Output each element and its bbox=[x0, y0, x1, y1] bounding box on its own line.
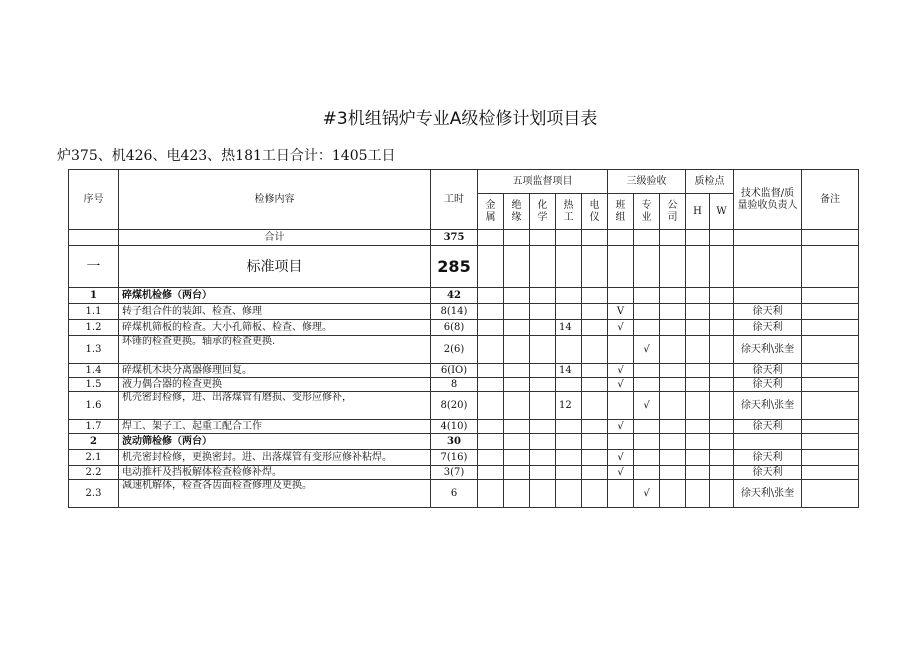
section-hours: 285 bbox=[431, 246, 478, 288]
row-content: 碎煤机木块分离器修理回复。 bbox=[119, 364, 431, 378]
row-h bbox=[686, 434, 710, 450]
row-metal bbox=[478, 336, 504, 364]
table-row bbox=[69, 378, 859, 392]
row-insulation bbox=[504, 392, 530, 420]
row-content: 液力偶合器的检查更换 bbox=[119, 378, 431, 392]
row-seq: 1.1 bbox=[69, 304, 119, 320]
row-hours: 8(14) bbox=[431, 304, 478, 320]
row-specialty bbox=[634, 304, 660, 320]
row-team bbox=[608, 480, 634, 508]
row-electrical bbox=[582, 336, 608, 364]
header-five-items: 五项监督项目 bbox=[478, 170, 608, 194]
row-chemistry bbox=[530, 364, 556, 378]
row-chemistry bbox=[530, 466, 556, 480]
row-electrical bbox=[582, 304, 608, 320]
row-specialty bbox=[634, 420, 660, 434]
row-team: √ bbox=[608, 450, 634, 466]
row-insulation bbox=[504, 420, 530, 434]
row-seq: 2.2 bbox=[69, 466, 119, 480]
row-specialty bbox=[634, 466, 660, 480]
row-specialty bbox=[634, 320, 660, 336]
row-chemistry bbox=[530, 392, 556, 420]
row-seq: 1.2 bbox=[69, 320, 119, 336]
row-team: √ bbox=[608, 378, 634, 392]
row-w bbox=[710, 466, 734, 480]
row-remarks bbox=[802, 450, 859, 466]
row-team bbox=[608, 336, 634, 364]
row-thermal bbox=[556, 288, 582, 304]
row-metal bbox=[478, 320, 504, 336]
row-person: 徐天利 bbox=[734, 304, 802, 320]
row-insulation bbox=[504, 336, 530, 364]
row-content: 环锤的检查更换。轴承的检查更换. bbox=[119, 336, 431, 364]
row-w bbox=[710, 450, 734, 466]
row-w bbox=[710, 336, 734, 364]
row-team: √ bbox=[608, 364, 634, 378]
row-hours: 30 bbox=[431, 434, 478, 450]
header-team: 班组 bbox=[608, 194, 634, 230]
section-seq: 一 bbox=[69, 246, 119, 288]
row-h bbox=[686, 304, 710, 320]
row-company bbox=[660, 378, 686, 392]
row-thermal: 14 bbox=[556, 364, 582, 378]
row-thermal: 14 bbox=[556, 320, 582, 336]
row-insulation bbox=[504, 434, 530, 450]
header-seq: 序号 bbox=[69, 170, 119, 230]
row-w bbox=[710, 320, 734, 336]
row-metal bbox=[478, 392, 504, 420]
table-row bbox=[69, 480, 859, 508]
row-thermal: 12 bbox=[556, 392, 582, 420]
row-h bbox=[686, 336, 710, 364]
row-content: 波动筛检修（两台） bbox=[119, 434, 431, 450]
row-insulation bbox=[504, 320, 530, 336]
row-hours: 42 bbox=[431, 288, 478, 304]
row-w bbox=[710, 288, 734, 304]
row-company bbox=[660, 480, 686, 508]
row-content: 机壳密封检修，更换密封。进、出落煤管有变形应修补粘焊。 bbox=[119, 450, 431, 466]
row-chemistry bbox=[530, 288, 556, 304]
row-specialty bbox=[634, 378, 660, 392]
table-row bbox=[69, 392, 859, 420]
row-remarks bbox=[802, 392, 859, 420]
row-company bbox=[660, 420, 686, 434]
row-person: 徐天利\张奎 bbox=[734, 480, 802, 508]
row-company bbox=[660, 320, 686, 336]
row-team bbox=[608, 288, 634, 304]
row-electrical bbox=[582, 288, 608, 304]
row-hours: 2(6) bbox=[431, 336, 478, 364]
row-w bbox=[710, 420, 734, 434]
row-electrical bbox=[582, 378, 608, 392]
row-chemistry bbox=[530, 336, 556, 364]
row-person: 徐天利\张奎 bbox=[734, 336, 802, 364]
header-h: H bbox=[686, 194, 710, 230]
row-team: √ bbox=[608, 320, 634, 336]
row-company bbox=[660, 304, 686, 320]
row-person: 徐天利 bbox=[734, 466, 802, 480]
header-remarks: 备注 bbox=[802, 170, 859, 230]
row-h bbox=[686, 378, 710, 392]
row-insulation bbox=[504, 304, 530, 320]
row-thermal bbox=[556, 336, 582, 364]
row-metal bbox=[478, 304, 504, 320]
row-h bbox=[686, 450, 710, 466]
table-row bbox=[69, 466, 859, 480]
row-team bbox=[608, 392, 634, 420]
row-w bbox=[710, 480, 734, 508]
row-remarks bbox=[802, 288, 859, 304]
row-specialty bbox=[634, 450, 660, 466]
row-metal bbox=[478, 378, 504, 392]
row-seq: 1.5 bbox=[69, 378, 119, 392]
row-h bbox=[686, 364, 710, 378]
row-hours: 7(16) bbox=[431, 450, 478, 466]
row-hours: 6(8) bbox=[431, 320, 478, 336]
row-w bbox=[710, 364, 734, 378]
row-remarks bbox=[802, 434, 859, 450]
row-insulation bbox=[504, 378, 530, 392]
row-hours: 3(7) bbox=[431, 466, 478, 480]
row-hours: 4(10) bbox=[431, 420, 478, 434]
row-metal bbox=[478, 466, 504, 480]
row-insulation bbox=[504, 480, 530, 508]
row-electrical bbox=[582, 480, 608, 508]
row-h bbox=[686, 480, 710, 508]
row-content: 减速机解体，检查各齿面检查修理及更换。 bbox=[119, 480, 431, 508]
row-team: V bbox=[608, 304, 634, 320]
row-metal bbox=[478, 288, 504, 304]
row-content: 转子组合件的装卸、检查、修理 bbox=[119, 304, 431, 320]
table-row bbox=[69, 336, 859, 364]
row-electrical bbox=[582, 392, 608, 420]
row-content: 焊工、架子工、起重工配合工作 bbox=[119, 420, 431, 434]
row-person bbox=[734, 288, 802, 304]
row-seq: 1.7 bbox=[69, 420, 119, 434]
row-seq: 1.6 bbox=[69, 392, 119, 420]
row-w bbox=[710, 434, 734, 450]
row-remarks bbox=[802, 304, 859, 320]
row-thermal bbox=[556, 450, 582, 466]
row-person: 徐天利\张奎 bbox=[734, 392, 802, 420]
header-quality-point: 质检点 bbox=[686, 170, 734, 194]
row-electrical bbox=[582, 434, 608, 450]
header-company: 公司 bbox=[660, 194, 686, 230]
row-thermal bbox=[556, 304, 582, 320]
row-metal bbox=[478, 434, 504, 450]
row-remarks bbox=[802, 466, 859, 480]
row-remarks bbox=[802, 420, 859, 434]
table-row bbox=[69, 364, 859, 378]
row-content: 碎煤机筛板的检查。大小孔筛板、检查、修理。 bbox=[119, 320, 431, 336]
row-insulation bbox=[504, 466, 530, 480]
row-thermal bbox=[556, 480, 582, 508]
row-remarks bbox=[802, 320, 859, 336]
row-person bbox=[734, 434, 802, 450]
row-w bbox=[710, 378, 734, 392]
table-row bbox=[69, 420, 859, 434]
row-person: 徐天利 bbox=[734, 364, 802, 378]
row-h bbox=[686, 392, 710, 420]
row-company bbox=[660, 434, 686, 450]
row-remarks bbox=[802, 480, 859, 508]
row-seq: 2 bbox=[69, 434, 119, 450]
row-w bbox=[710, 392, 734, 420]
row-seq: 1.4 bbox=[69, 364, 119, 378]
row-chemistry bbox=[530, 304, 556, 320]
header-electrical: 电仪 bbox=[582, 194, 608, 230]
row-electrical bbox=[582, 364, 608, 378]
row-person: 徐天利 bbox=[734, 378, 802, 392]
row-h bbox=[686, 320, 710, 336]
header-metal: 金属 bbox=[478, 194, 504, 230]
plan-table bbox=[68, 169, 859, 508]
row-remarks bbox=[802, 364, 859, 378]
row-metal bbox=[478, 480, 504, 508]
row-company bbox=[660, 364, 686, 378]
header-supervisor: 技术监督/质量验收负责人 bbox=[734, 170, 802, 230]
row-electrical bbox=[582, 450, 608, 466]
row-electrical bbox=[582, 320, 608, 336]
table-row bbox=[69, 320, 859, 336]
row-chemistry bbox=[530, 434, 556, 450]
row-hours: 8(20) bbox=[431, 392, 478, 420]
workday-summary: 炉375、机426、电423、热181工日合计：1405工日 bbox=[57, 148, 396, 164]
row-team: √ bbox=[608, 420, 634, 434]
header-chemistry: 化学 bbox=[530, 194, 556, 230]
header-thermal: 热工 bbox=[556, 194, 582, 230]
row-company bbox=[660, 466, 686, 480]
row-specialty bbox=[634, 288, 660, 304]
row-thermal bbox=[556, 378, 582, 392]
table-row bbox=[69, 450, 859, 466]
row-team: √ bbox=[608, 466, 634, 480]
header-insulation: 绝缘 bbox=[504, 194, 530, 230]
row-h bbox=[686, 466, 710, 480]
row-chemistry bbox=[530, 480, 556, 508]
row-chemistry bbox=[530, 450, 556, 466]
row-company bbox=[660, 288, 686, 304]
section-label: 标准项目 bbox=[119, 246, 431, 288]
row-person: 徐天利 bbox=[734, 450, 802, 466]
row-metal bbox=[478, 420, 504, 434]
header-hours: 工时 bbox=[431, 170, 478, 230]
row-content: 电动推杆及挡板解体检查检修补焊。 bbox=[119, 466, 431, 480]
total-hours: 375 bbox=[431, 230, 478, 246]
header-w: W bbox=[710, 194, 734, 230]
row-hours: 6 bbox=[431, 480, 478, 508]
row-seq: 1.3 bbox=[69, 336, 119, 364]
total-label: 合计 bbox=[119, 230, 431, 246]
row-hours: 6(IO) bbox=[431, 364, 478, 378]
row-electrical bbox=[582, 420, 608, 434]
row-specialty: √ bbox=[634, 392, 660, 420]
row-specialty bbox=[634, 364, 660, 378]
row-seq: 1 bbox=[69, 288, 119, 304]
row-chemistry bbox=[530, 420, 556, 434]
row-content: 机壳密封检修，进、出落煤管有磨损、变形应修补， bbox=[119, 392, 431, 420]
row-chemistry bbox=[530, 320, 556, 336]
row-hours: 8 bbox=[431, 378, 478, 392]
row-thermal bbox=[556, 434, 582, 450]
row-insulation bbox=[504, 364, 530, 378]
row-seq: 2.1 bbox=[69, 450, 119, 466]
row-metal bbox=[478, 450, 504, 466]
row-electrical bbox=[582, 466, 608, 480]
row-seq: 2.3 bbox=[69, 480, 119, 508]
header-specialty: 专业 bbox=[634, 194, 660, 230]
row-specialty: √ bbox=[634, 336, 660, 364]
row-thermal bbox=[556, 466, 582, 480]
header-three-level: 三级验收 bbox=[608, 170, 686, 194]
row-insulation bbox=[504, 450, 530, 466]
row-company bbox=[660, 450, 686, 466]
row-remarks bbox=[802, 336, 859, 364]
row-person: 徐天利 bbox=[734, 320, 802, 336]
row-w bbox=[710, 304, 734, 320]
row-company bbox=[660, 336, 686, 364]
row-content: 碎煤机检修（两台） bbox=[119, 288, 431, 304]
table-row bbox=[69, 304, 859, 320]
table-row bbox=[69, 288, 859, 304]
row-metal bbox=[478, 364, 504, 378]
row-insulation bbox=[504, 288, 530, 304]
row-company bbox=[660, 392, 686, 420]
row-chemistry bbox=[530, 378, 556, 392]
row-thermal bbox=[556, 420, 582, 434]
row-remarks bbox=[802, 378, 859, 392]
table-row bbox=[69, 434, 859, 450]
header-content: 检修内容 bbox=[119, 170, 431, 230]
row-specialty bbox=[634, 434, 660, 450]
row-person: 徐天利 bbox=[734, 420, 802, 434]
row-h bbox=[686, 288, 710, 304]
row-team bbox=[608, 434, 634, 450]
row-h bbox=[686, 420, 710, 434]
row-specialty: √ bbox=[634, 480, 660, 508]
page-title: #3机组锅炉专业A级检修计划项目表 bbox=[322, 109, 598, 129]
